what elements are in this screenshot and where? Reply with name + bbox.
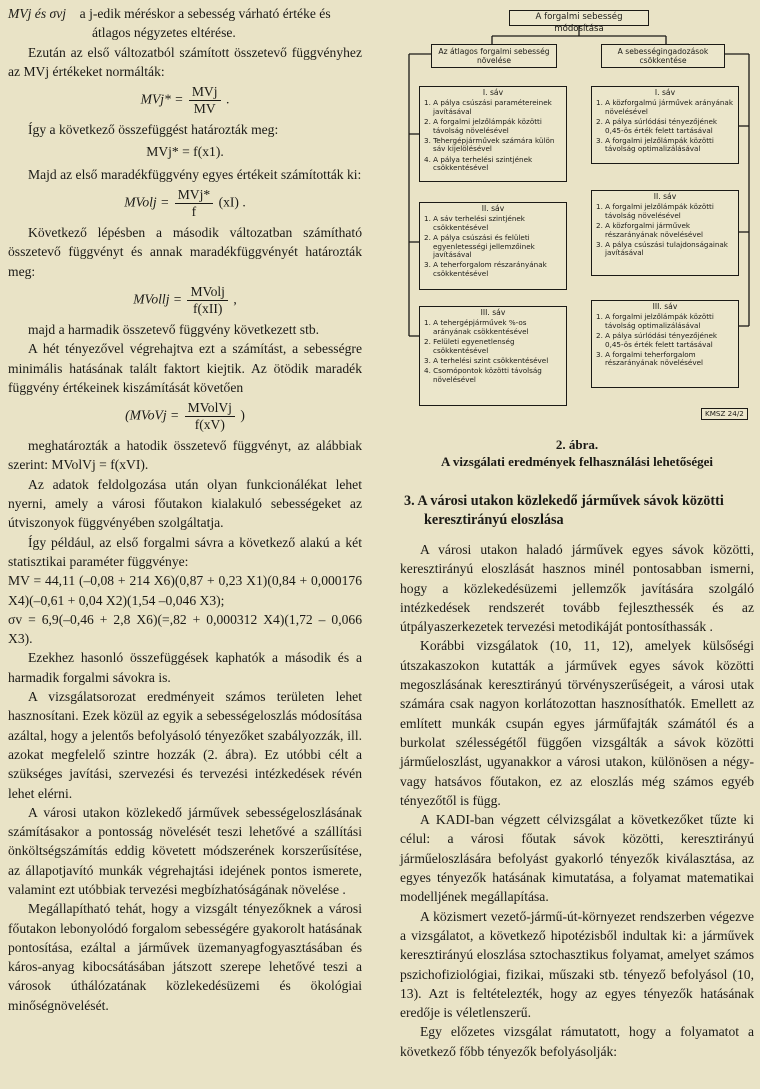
fraction: $\frac{\text{MVj*}}{f}$ [175,187,213,220]
right-text-column [400,436,754,1061]
band-title: I. sáv [482,88,504,97]
paragraph: Megállapítható tehát, hogy a vizsgált tényezőknek a városi főutakon lebonyolódó forgalom sebességére gyakorolt hatásának pontosítása, ezáltal a járművek üzemanyagfogyasztásában és káros-anyag kibocsátásában játszott szerepe lehetővé teszi a városok úthálózatának közlekedésüzemi és ökológiai minőségnövelését. [8,901,362,1013]
band-item: 2. A forgalmi jelzőlámpák közötti távolság növelésével [424,117,542,135]
definition-desc: a j-edik méréskor a sebesség várható értéke és átlagos négyzetes eltérése. [79,6,331,41]
equation-mv: MV = 44,11 (–0,08 + 214 X6)(0,87 + 0,23 X1)(0,84 + 0,000176 X4)(–0,61 + 0,04 X2)(1,54 –0,046 X3); [8,573,362,608]
left-text-column [8,0,362,1015]
band-item: 3. A pálya csúszási tulajdonságainak javításával [596,240,728,258]
band-item: 3. A forgalmi jelzőlámpák közötti távolság optimalizálásával [596,136,714,154]
figure-caption: A vizsgálati eredmények felhasználási lehetőségei [440,454,713,469]
band-item: 3. A forgalmi teherforgalom részarányának növelésével [596,350,704,368]
paragraph: Így a következő összefüggést határozták meg: [28,122,279,138]
fraction: $\frac{\text{MVolj}}{\text{f(xII)}}$ [187,284,228,317]
band-item: 1. A forgalmi jelzőlámpák közötti távolság optimalizálásával [596,312,714,330]
band-item: 1. A forgalmi jelzőlámpák közötti távolság növelésével [596,202,714,220]
band-item: 2. A pálya súrlódási tényezőjének 0,45-ös érték felett tartásával [596,117,718,135]
formula-f-x1: MVj* = f(x1). [146,144,224,160]
band-item: 2. Felületi egyenetlenség csökkentésével [424,337,515,355]
band-title: III. sáv [652,302,678,311]
figure-2-diagram [405,6,753,431]
band-title: I. sáv [654,88,676,97]
formula-mvj-star: MVj* = $\frac{\text{MVj}}{MV}$ . [140,84,230,117]
paragraph: Így például, az első forgalmi sávra a következő alakú a két statisztikai paraméter függvénye: [8,534,362,569]
paragraph: A városi utakon haladó járművek egyes sávok közötti, keresztirányú eloszlását hasznos minél pontosabban ismerni, hogy a közlekedésüzemi jellemzők javítására szolgáló intézkedések rendszerét tovább fejleszthessék és az útpályaszerkezetek tervezési metodikáját pontosíthassák . [400,542,754,635]
band-item: 2. A közforgalmi járművek részarányának növelésével [596,221,704,239]
band-item: 1. A sáv terhelési szintjének csökkentésével [424,214,525,232]
paragraph: Majd az első maradékfüggvény egyes értékeit számították ki: [28,166,362,182]
fraction: $\frac{\text{MVj}}{MV}$ [189,84,221,117]
right-header-box: A sebességingadozások csökkentése [601,44,725,68]
band-item: 2. A pálya csúszási és felületi egyenletességi jellemzőinek javításával [424,233,535,260]
paragraph: A hét tényezővel végrehajtva ezt a számítást, a sebességre minimális hatásának talált faktort kiejtik. Az ötödik maradék függvény értékeinek kiszámítását követően [8,341,362,395]
paragraph: Egy előzetes vizsgálat rámutatott, hogy a folyamatot a következő főbb tényezők befolyásolják: [400,1024,754,1059]
left-band-3 [419,306,567,406]
band-item: 1. A tehergépjárművek %-os arányának csökkentésével [424,318,529,336]
paragraph: meghatározták a hatodik összetevő függvényt, az alábbiak szerint: MVolVj = f(xVI). [8,438,362,473]
right-band-2 [591,190,739,276]
fraction: $\frac{\text{MVolVj}}{f(xV)}$ [185,400,235,433]
definition-term: MVj és σvj [8,6,67,21]
band-item: 4. Csomópontok közötti távolság növelésével [424,366,542,384]
paragraph: Ezekhez hasonló összefüggések kaphatók a második és a harmadik forgalmi sávokra is. [8,650,362,685]
paragraph: Korábbi vizsgálatok (10, 11, 12), amelyek külsőségi útszakaszokon kutatták a járművek egyes sávok közötti megoszlásának keresztirányú törvényszerűségeit, a városi utak számára csak nagyon korlátozottan hasznosíthatók. Emellett az említett munkák csupán egyes járműfajták számától és a burkolat szélességétől függően vizsgálták a sávok közötti járműeloszlást, ugyanakkor a városi utakon, különösen a négy- vagy hatsávos főutakon, ez az eloszlás még számos egyéb tényezőtől is függ. [400,638,754,808]
section-title: 3. A városi utakon közlekedő járművek sávok közötti keresztirányú eloszlása [404,493,724,528]
formula-mvovj: (MVoVj = $\frac{\text{MVolVj}}{f(xV)}$ ) [125,400,245,433]
band-title: II. sáv [481,204,505,213]
definition-line [8,4,362,43]
paragraph: A városi utakon közlekedő járművek sebességeloszlásának számításakor a pontosság növelését teszi lehetővé a szállítási önköltségszámítás eddig követett módszerének korszerűsítése, az állapotjavító munkák végrehajtási idejének pontos ismerete, valamint ezt utóbbiak tervezési megbízhatóságának növelése . [8,804,362,897]
paragraph: A vizsgálatsorozat eredményeit számos területen lehet hasznosítani. Ezek közül az egyik a sebességeloszlás módosítása azáltal, hogy a jelentős befolyásoló tényezőket szabályozzák, ill. azokat megfelelő szintre hozzák (2. ábra). Ez utóbbi célt a szükséges javítási, szervezési és tervezési intézkedések révén lehet elérni. [8,689,362,801]
band-title: III. sáv [480,308,506,317]
right-band-3 [591,300,739,388]
band-item: 1. A közforgalmú járművek arányának növelésével [596,98,733,116]
paragraph: Következő lépésben a második változatban számítható összetevő függvényt és annak maradékfüggvényét határozták meg: [8,225,362,279]
paragraph: Az adatok feldolgozása után olyan funkcionálékat lehet nyerni, amely a városi főutakon kialakuló sebességeket az útviszonyok függvényében szolgáltatja. [8,476,362,531]
left-header-box: Az átlagos forgalmi sebesség növelése [431,44,557,68]
equation-sigma: σv = 6,9(–0,46 + 2,8 X6)(=,82 + 0,000312 X4)(1,72 – 0,066 X3). [8,611,362,647]
left-band-2 [419,202,567,290]
paragraph: Ezután az első változatból számított összetevő függvényhez az MVj értékeket normálták: [8,44,362,79]
figure-number: 2. ábra. [555,437,599,452]
band-item: 1. A pálya csúszási paramétereinek javításával [424,98,552,116]
diagram-top-box: A forgalmi sebesség módosítása [509,10,649,26]
paragraph: A közismert vezető-jármű-út-környezet rendszerben végezve a vizsgálatot, a következő hipotézisből indultak ki: a járművek keresztirányú eloszlása sztochasztikus folyamat, amelyet számos pszichofiziológiai, fizikai, műszaki stb. tényező befolyásol (10, 13). Azt is feltételezték, hogy az egyes tényezők hatásának eredője is véletlenszerű. [400,908,754,1021]
band-item: 2. A pálya súrlódási tényezőjének 0,45-ös érték felett tartásával [596,331,718,349]
paragraph: A KADI-ban végzett célvizsgálat a következőket tűzte ki célul: a városi főutak sávok közötti, keresztirányú járműeloszlására befolyást gyakorló tényezők kiválasztása, az egyes tényezők hatásának kimutatása, a folyamat matematikai modelljének megállapítása. [400,812,754,905]
formula-mvollj: MVollj = $\frac{\text{MVolj}}{\text{f(xII)}}$ , [133,283,237,316]
paragraph: majd a harmadik összetevő függvény következett stb. [28,321,320,337]
band-item: 3. Tehergépjárművek számára külön sáv kijelölésével [424,136,555,154]
band-item: 3. A teherforgalom részarányának csökkentésével [424,260,547,278]
formula-mvolj: MVolj = $\frac{\text{MVj*}}{f}$ (xI) . [124,187,246,220]
band-item: 3. A terhelési szint csökkentésével [424,356,549,366]
figure-source-tag: KMSZ 24/2 [701,408,748,420]
band-title: II. sáv [653,192,677,201]
left-band-1 [419,86,567,182]
band-item: 4. A pálya terhelési szintjének csökkentésével [424,154,533,173]
right-band-1 [591,86,739,164]
